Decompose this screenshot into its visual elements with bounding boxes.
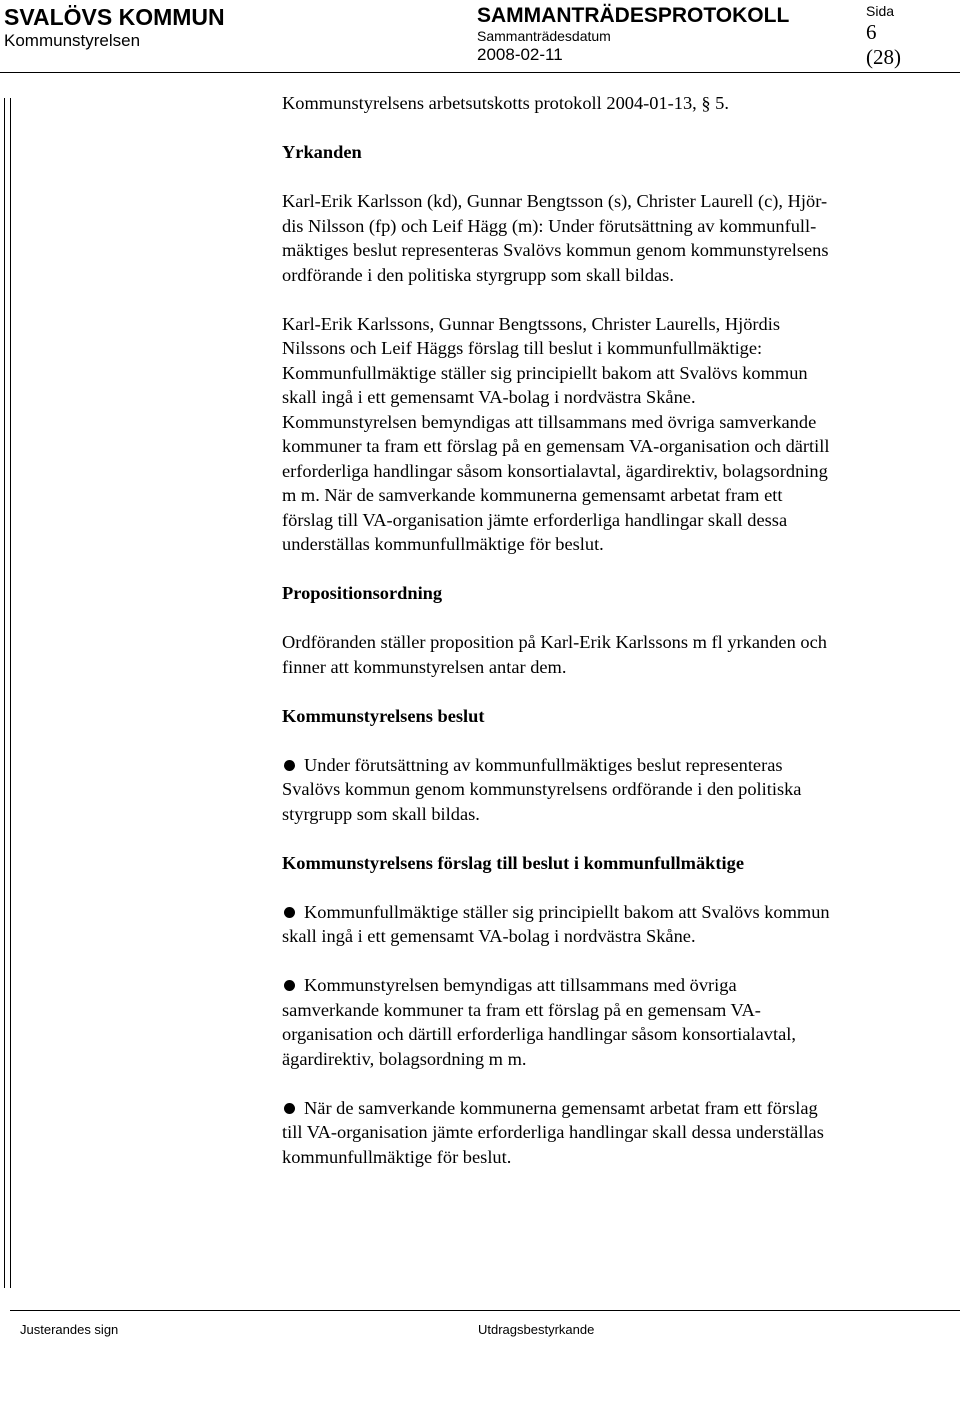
yrkanden-heading: Yrkanden bbox=[282, 142, 362, 162]
text-line: ägardirektiv, bolagsordning m m. bbox=[282, 1048, 527, 1069]
text-line: erforderliga handlingar såsom konsortialavtal, ägardirektiv, bolagsordning bbox=[282, 460, 828, 481]
text-line: ordförande i den politiska styrgrupp som skall bildas. bbox=[282, 264, 674, 285]
proposal-paragraph bbox=[282, 312, 932, 557]
proposition-paragraph bbox=[282, 630, 932, 679]
text-line: finner att kommunstyrelsen antar dem. bbox=[282, 656, 567, 677]
department-name: Kommunstyrelsen bbox=[4, 31, 141, 50]
council-bullet-2 bbox=[282, 973, 932, 1071]
proposition-heading: Propositionsordning bbox=[282, 583, 443, 603]
text-line: Kommunstyrelsen bemyndigas att tillsammans med övriga samverkande bbox=[282, 411, 817, 432]
text-line: m m. När de samverkande kommunerna gemensamt arbetat fram ett bbox=[282, 485, 783, 505]
text-line: styrgrupp som skall bildas. bbox=[282, 803, 480, 824]
yrkanden-paragraph bbox=[282, 189, 932, 287]
decision-heading: Kommunstyrelsens beslut bbox=[282, 705, 485, 726]
text-line: kommunfullmäktige för beslut. bbox=[282, 1146, 512, 1167]
bullet-icon bbox=[284, 1103, 295, 1114]
text-line: Kommunfullmäktige ställer sig principiellt bakom att Svalövs kommun bbox=[282, 362, 808, 383]
page-number: 6 bbox=[866, 20, 877, 44]
text-line: Karl-Erik Karlsson (kd), Gunnar Bengtsson (s), Christer Laurell (c), Hjör- bbox=[282, 191, 828, 211]
meeting-date-label: Sammanträdesdatum bbox=[477, 28, 611, 44]
text-line: När de samverkande kommunerna gemensamt arbetat fram ett förslag bbox=[304, 1097, 818, 1118]
bullet-icon bbox=[284, 980, 295, 991]
page-total: (28) bbox=[866, 45, 901, 69]
meeting-date: 2008-02-11 bbox=[477, 45, 563, 64]
margin-rule-outer bbox=[4, 98, 5, 1288]
text-line: Under förutsättning av kommunfullmäktiges beslut representeras bbox=[304, 754, 783, 775]
text-line: dis Nilsson (fp) och Leif Hägg (m): Under förutsättning av kommunfull- bbox=[282, 215, 817, 236]
header-divider bbox=[0, 72, 960, 73]
text-line: mäktiges beslut representeras Svalövs kommun genom kommunstyrelsens bbox=[282, 240, 829, 260]
organization-name: SVALÖVS KOMMUN bbox=[4, 4, 225, 30]
text-line: Ordföranden ställer proposition på Karl-Erik Karlssons m fl yrkanden och bbox=[282, 632, 827, 652]
text-line: skall ingå i ett gemensamt VA-bolag i nordvästra Skåne. bbox=[282, 387, 696, 407]
council-bullet-3 bbox=[282, 1096, 932, 1170]
text-line: Kommunfullmäktige ställer sig principiellt bakom att Svalövs kommun bbox=[304, 901, 830, 922]
page-label: Sida bbox=[866, 3, 895, 19]
text-line: Kommunstyrelsen bemyndigas att tillsammans med övriga bbox=[304, 975, 737, 995]
decision-bullet bbox=[282, 753, 932, 827]
text-line: underställas kommunfullmäktige för beslut. bbox=[282, 534, 604, 554]
margin-rule-inner bbox=[10, 98, 11, 1288]
council-bullet-1 bbox=[282, 900, 932, 949]
text-line: organisation och därtill erforderliga handlingar såsom konsortialavtal, bbox=[282, 1024, 796, 1044]
protocol-body bbox=[282, 91, 932, 1169]
bullet-icon bbox=[284, 760, 295, 771]
text-line: Nilssons och Leif Häggs förslag till beslut i kommunfullmäktige: bbox=[282, 338, 763, 358]
text-line: förslag till VA-organisation jämte erforderliga handlingar skall dessa bbox=[282, 509, 788, 530]
text-line: kommuner ta fram ett förslag på en gemensam VA-organisation och därtill bbox=[282, 436, 830, 456]
document-title: SAMMANTRÄDESPROTOKOLL bbox=[477, 4, 790, 27]
text-line: skall ingå i ett gemensamt VA-bolag i nordvästra Skåne. bbox=[282, 926, 696, 946]
bullet-icon bbox=[284, 907, 295, 918]
text-line: Svalövs kommun genom kommunstyrelsens ordförande i den politiska bbox=[282, 779, 802, 799]
text-line: till VA-organisation jämte erforderliga handlingar skall dessa underställas bbox=[282, 1122, 824, 1142]
council-proposal-heading: Kommunstyrelsens förslag till beslut i kommunfullmäktige bbox=[282, 852, 745, 873]
reference-line: Kommunstyrelsens arbetsutskotts protokoll 2004-01-13, § 5. bbox=[282, 93, 729, 113]
footer-divider bbox=[10, 1310, 960, 1311]
utdragsbestyrkande-label: Utdragsbestyrkande bbox=[478, 1322, 595, 1337]
text-line: samverkande kommuner ta fram ett förslag på en gemensam VA- bbox=[282, 999, 761, 1020]
text-line: Karl-Erik Karlssons, Gunnar Bengtssons, Christer Laurells, Hjördis bbox=[282, 313, 781, 334]
justerandes-sign-label: Justerandes sign bbox=[20, 1322, 119, 1337]
